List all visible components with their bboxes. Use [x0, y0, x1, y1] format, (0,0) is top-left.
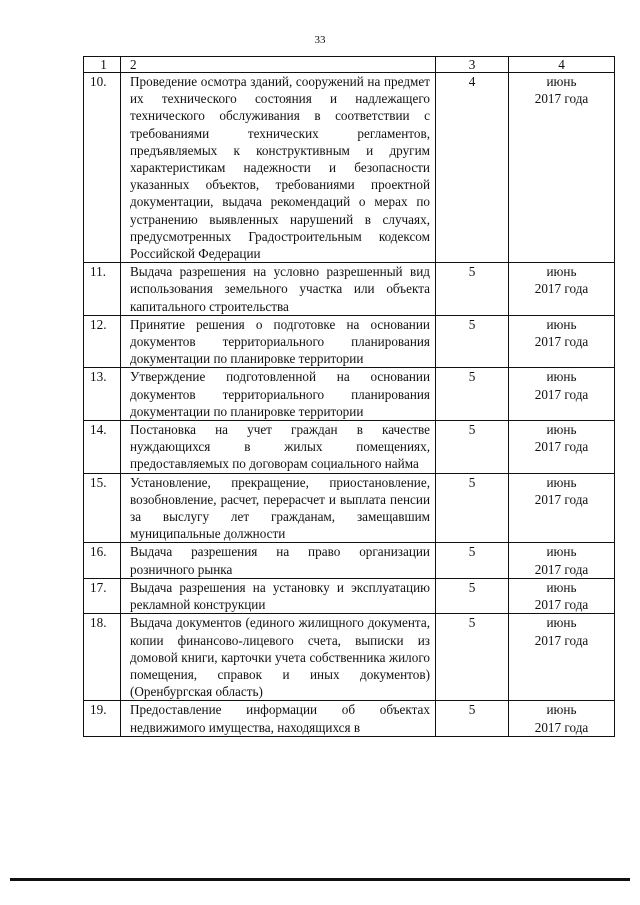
table-header-row	[84, 57, 615, 73]
stage-number: 5	[436, 263, 509, 316]
table-row	[84, 315, 615, 368]
service-description: Установление, прекращение, приостановление, возобновление, расчет, перерасчет и выплата пенсии за выслугу лет гражданам, замещавшим муниципальные должности	[121, 473, 436, 543]
stage-number: 5	[436, 543, 509, 578]
stage-number: 5	[436, 578, 509, 613]
row-number: 10.	[84, 73, 121, 263]
table-row	[84, 421, 615, 474]
table-row	[84, 368, 615, 421]
deadline-month: июнь	[546, 702, 577, 718]
deadline-month: июнь	[546, 615, 577, 631]
row-number: 13.	[84, 368, 121, 421]
service-description: Принятие решения о подготовке на основании документов территориального планирования документации по планировке территории	[121, 315, 436, 368]
page-number: 33	[314, 34, 326, 46]
deadline-month: июнь	[546, 264, 577, 280]
row-number: 14.	[84, 421, 121, 474]
deadline-month: июнь	[546, 369, 577, 385]
deadline-year: 2017 года	[534, 334, 589, 350]
deadline-cell	[509, 543, 615, 578]
deadline-month: июнь	[546, 316, 577, 332]
stage-number: 5	[436, 421, 509, 474]
stage-number: 4	[436, 73, 509, 263]
deadline-cell	[509, 578, 615, 613]
stage-number: 5	[436, 315, 509, 368]
footer-divider	[10, 878, 630, 881]
deadline-year: 2017 года	[534, 561, 589, 577]
deadline-cell	[509, 473, 615, 543]
deadline-cell	[509, 263, 615, 316]
header-col-4: 4	[509, 57, 615, 73]
service-description: Утверждение подготовленной на основании документов территориального планирования документации по планировке территории	[121, 368, 436, 421]
deadline-cell	[509, 73, 615, 263]
service-description: Постановка на учет граждан в качестве нуждающихся в жилых помещениях, предоставляемых по договорам социального найма	[121, 421, 436, 474]
deadline-year: 2017 года	[534, 386, 589, 402]
table-row	[84, 614, 615, 701]
deadline-year: 2017 года	[534, 632, 589, 648]
service-description: Проведение осмотра зданий, сооружений на предмет их технического состояния и надлежащего технического обслуживания в соответствии с требованиями технических регламентов, предъявляемых к конструктивным и другим характеристикам надежности и безопасности указанных объектов, требованиями проектной документации, выдача рекомендаций о мерах по устранению выявленных нарушений в случаях, предусмотренных Градостроительным кодексом Российской Федерации	[121, 73, 436, 263]
deadline-cell	[509, 614, 615, 701]
deadline-month: июнь	[546, 579, 577, 595]
deadline-cell	[509, 421, 615, 474]
deadline-cell	[509, 368, 615, 421]
service-description: Выдача разрешения на условно разрешенный вид использования земельного участка или объекта капитального строительства	[121, 263, 436, 316]
service-description: Предоставление информации об объектах недвижимого имущества, находящихся в	[121, 701, 436, 736]
table-row	[84, 543, 615, 578]
row-number: 11.	[84, 263, 121, 316]
deadline-cell	[509, 315, 615, 368]
row-number: 15.	[84, 473, 121, 543]
deadline-year: 2017 года	[534, 719, 589, 735]
service-description: Выдача разрешения на установку и эксплуатацию рекламной конструкции	[121, 578, 436, 613]
table-row	[84, 473, 615, 543]
stage-number: 5	[436, 614, 509, 701]
table-row	[84, 263, 615, 316]
table-row	[84, 701, 615, 736]
deadline-year: 2017 года	[534, 597, 589, 613]
stage-number: 5	[436, 701, 509, 736]
row-number: 16.	[84, 543, 121, 578]
service-description: Выдача документов (единого жилищного документа, копии финансово-лицевого счета, выписки из домовой книги, карточки учета собственника жилого помещения, справок и иных документов) (Оренбургская область)	[121, 614, 436, 701]
deadline-year: 2017 года	[534, 281, 589, 297]
stage-number: 5	[436, 473, 509, 543]
header-col-2: 2	[121, 57, 436, 73]
service-description: Выдача разрешения на право организации розничного рынка	[121, 543, 436, 578]
deadline-year: 2017 года	[534, 91, 589, 107]
header-col-1: 1	[84, 57, 121, 73]
header-col-3: 3	[436, 57, 509, 73]
stage-number: 5	[436, 368, 509, 421]
row-number: 12.	[84, 315, 121, 368]
services-table	[83, 56, 615, 737]
deadline-month: июнь	[546, 474, 577, 490]
table-row	[84, 578, 615, 613]
row-number: 17.	[84, 578, 121, 613]
row-number: 19.	[84, 701, 121, 736]
deadline-cell	[509, 701, 615, 736]
deadline-month: июнь	[546, 74, 577, 89]
deadline-year: 2017 года	[534, 491, 589, 507]
table-row	[84, 73, 615, 263]
row-number: 18.	[84, 614, 121, 701]
deadline-year: 2017 года	[534, 439, 589, 455]
deadline-month: июнь	[546, 544, 577, 560]
deadline-month: июнь	[546, 422, 577, 438]
